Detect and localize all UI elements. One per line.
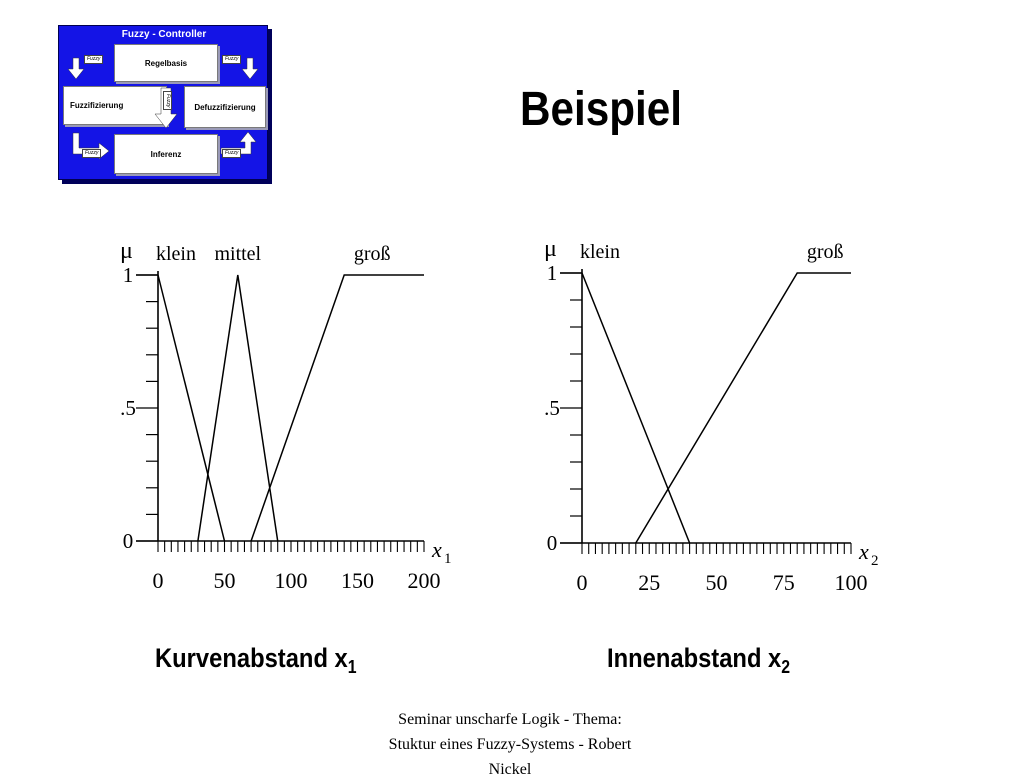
diagram-title: Fuzzy - Controller <box>121 29 207 40</box>
series-line <box>251 275 424 541</box>
x-axis-label: x <box>859 539 869 564</box>
x-tick-label: 50 <box>213 568 236 593</box>
y-tick-label: 0 <box>546 531 558 555</box>
right-chart-caption <box>607 643 790 678</box>
x-tick-label: 25 <box>638 570 661 595</box>
slide-title: Beispiel <box>520 83 682 136</box>
y-tick-label: 0 <box>122 529 134 553</box>
defuzzifizierung-label: Defuzzifizierung <box>194 102 256 112</box>
x-tick-label: 0 <box>576 570 588 595</box>
fuzzifizierung-label: Fuzzifizierung <box>70 101 124 110</box>
series-label: mittel <box>214 243 262 265</box>
series-line <box>636 273 851 543</box>
fuzzy-tag: Fuzzy <box>82 149 101 158</box>
series-label: groß <box>806 241 844 263</box>
y-tick-label: .5 <box>544 396 560 420</box>
y-tick-label: .5 <box>120 396 136 420</box>
right-caption-text: Innenabstand x <box>607 643 782 673</box>
footer-line: Seminar unscharfe Logik - Thema: <box>398 711 622 728</box>
fuzzy-tag: Fuzzy <box>222 55 241 64</box>
series-label: klein <box>580 241 620 263</box>
x-tick-label: 75 <box>772 570 795 595</box>
footer <box>340 707 680 782</box>
x-tick-label: 50 <box>705 570 728 595</box>
footer-line: Stuktur eines Fuzzy-Systems - Robert <box>388 736 632 753</box>
footer-line: Nickel <box>488 761 532 778</box>
left-chart-caption <box>155 643 357 678</box>
series-line <box>582 273 690 543</box>
x-tick-label: 0 <box>152 568 164 593</box>
series-label: groß <box>353 243 391 265</box>
x-tick-label: 150 <box>341 568 374 593</box>
x-tick-label: 100 <box>274 568 308 593</box>
series-line <box>158 275 225 541</box>
x-axis-label-subscript: 1 <box>444 551 452 567</box>
right-caption-subscript: 2 <box>781 657 791 677</box>
inferenz-label: Inferenz <box>150 149 182 159</box>
x-axis-label: x <box>432 537 442 562</box>
left-caption-text: Kurvenabstand x <box>155 643 348 673</box>
x-tick-label: 100 <box>834 570 868 595</box>
series-label: klein <box>156 243 196 265</box>
y-axis-label: μ <box>544 236 557 262</box>
left-caption-subscript: 1 <box>347 657 357 677</box>
y-tick-label: 1 <box>546 261 558 285</box>
fuzzy-tag: Fuzzy <box>84 55 103 64</box>
regelbasis-label: Regelbasis <box>144 58 188 68</box>
fuzzy-tag: Fuzzy <box>163 91 172 110</box>
y-tick-label: 1 <box>122 263 134 287</box>
fuzzy-tag: Fuzzy <box>222 149 241 158</box>
x-tick-label: 200 <box>407 568 441 593</box>
y-axis-label: μ <box>120 238 133 264</box>
x-axis-label-subscript: 2 <box>871 553 879 569</box>
